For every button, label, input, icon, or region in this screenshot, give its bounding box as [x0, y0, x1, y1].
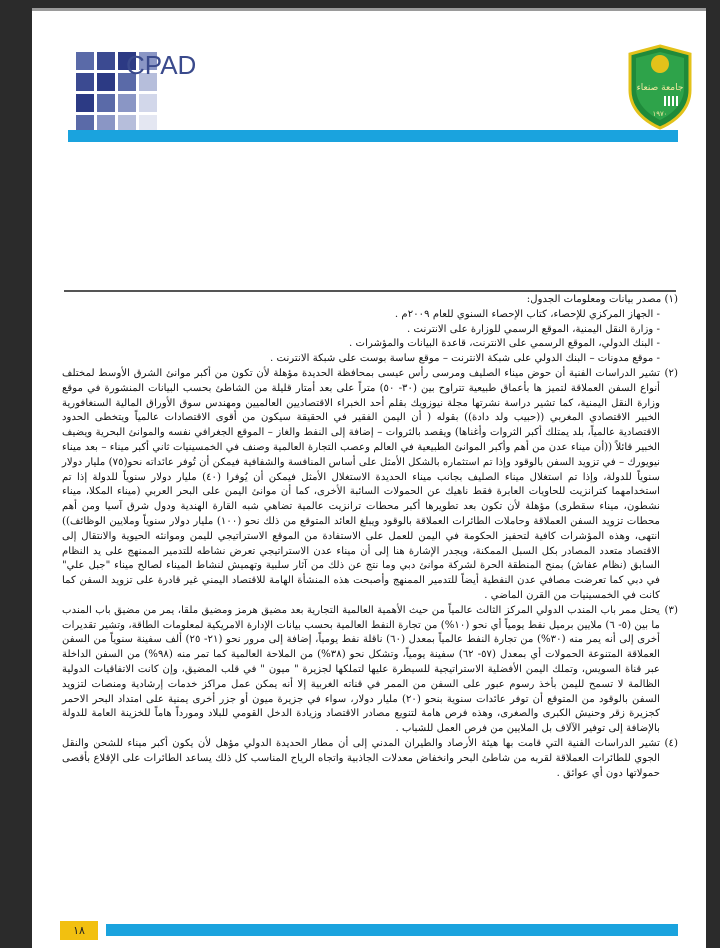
source-item: - وزارة النقل اليمنية، الموقع الرسمي للوزارة على الانترنت . [407, 323, 660, 335]
footnote-number: (٤) [664, 737, 678, 749]
cpad-logo [76, 50, 197, 133]
footnote-2 [62, 367, 678, 604]
cpad-logo-text: CPAD [126, 50, 197, 80]
footnote-text: تشير الدراسات الفنية التي قامت بها هيئة الأرصاد والطيران المدني إلى أن مطار الحديدة الدولي مؤهل لأن يكون أكبر ميناء للشحن والنقل الجوي للطائرات العملاقة لقربه من شاطئ البحر وانخفاض معدلات الجاذبية واتجاه الرياح المناسب كل ذلك يساعد الطائرات على الإقلاع بأقصى حمولاتها دون أي عوائق . [62, 737, 660, 779]
svg-text:١٩٧٠: ١٩٧٠ [652, 110, 668, 118]
cpad-logo-square [76, 52, 94, 70]
source-item: - البنك الدولي، الموقع الرسمي على الانترنت، قاعدة البيانات والمؤشرات . [349, 338, 660, 350]
cpad-logo-square [118, 94, 136, 112]
footnote-3 [62, 604, 678, 737]
footnotes [62, 293, 678, 781]
svg-text:جامعة صنعاء: جامعة صنعاء [636, 83, 684, 93]
sources-title: (١) مصدر بيانات ومعلومات الجدول: [526, 294, 678, 305]
cpad-logo-square [97, 52, 115, 70]
cpad-logo-square [139, 94, 157, 112]
footnote-number: (٢) [664, 367, 678, 379]
document-page [32, 8, 706, 948]
header-blue-bar [68, 130, 678, 142]
footnote-number: (٣) [664, 604, 678, 616]
page-number: ١٨ [60, 921, 98, 940]
footnote-text: يحتل ممر باب المندب الدولي المركز الثالث عالمياً من حيث الأهمية العالمية التجارية بعد مضيق هرمز ومضيق ملقا، يمر من مضيق باب المندب ما بين (٥- ٦) ملايين برميل نفط يومياً أي نحو (١٠%) من تجارة النفط العالمية بحسب بيانات الإدارة الامريكية لمعلومات الطاقة، وتشير تقديرات أخرى إلى أنه يمر منه (٣٠%) من تجارة النفط عالمياً بمعدل (٦٠) ناقلة نفط يومياً، إضافة إلى مرور نحو (٢١- ٢٥) ألف سفينة سنوياً من السفن العملاقة المتنوعة الحمولات أي بمعدل (٥٧- ٦٢) سفينة يومياً، وتشكل نحو (٣٨%) من الملاحة العالمية كما تمر منه (٩٨%) من السفن الداخلة عبر قناة السويس، وتملك اليمن الأفضلية الاستراتيجية للسيطرة عليها لتملكها لجزيرة " ميون " في قلب المضيق، وإن كانت الاتفاقيات الدولية الظالمة لا تسمح لليمن بأخذ رسوم عبور على السفن من الممر في قناته الغربية إلا أنه يمكن عمل مراكز خدمات إرشادية ومنصات لتزويد السفن بالوقود من المتوقع أن توفر عائدات سنوية بنحو (٢٠) مليار دولار، سواء في جزيرة ميون أو جزر أخرى يمنية على امتداد البحر الاحمر كجزيرة زقر وحنيش الكبرى والصغرى، وهذه فرص هامة لتنويع مصادر الاقتصاد وزيادة الدخل القومي للبلاد ومورداً هاماً للخزينة العامة للدولة بالإضافة إلى توفير الآلاف بل الملايين من فرص العمل للشباب . [62, 604, 661, 735]
cpad-logo-square [97, 73, 115, 91]
sanaa-university-emblem-icon [624, 44, 696, 130]
top-border-line [32, 8, 706, 11]
cpad-logo-square [76, 73, 94, 91]
footnote-4 [62, 737, 678, 781]
source-item: - موقع مدونات – البنك الدولي على شبكة الانترنت – موقع ساسة بوست على شبكة الانترنت . [269, 353, 660, 365]
source-item: - الجهاز المركزي للإحصاء، كتاب الإحصاء السنوي للعام ٢٠٠٩م . [394, 308, 660, 320]
footer-blue-bar [106, 924, 678, 936]
footnote-text: تشير الدراسات الفنية أن حوض ميناء الصليف ومرسى رأس عيسى بمحافظة الحديدة مؤهلة لأن تكون من أكبر موانئ الشرق الأوسط لمختلف أنواع السفن العملاقة لتميز ها بأعماق طبيعية تتراوح بين (٣٠- ٥٠) متراً على بعد أمتار قليلة من الشاطئ بحسب البيانات المنشورة في موقع وزارة النقل اليمنية، كما تشير دراسة نشرتها مجلة نيوزويك بقلم أحد الخبراء الاقتصاديين العالميين ومهندس سوق الأوراق المالية السنغافورية الخبير الاقتصادي المغربي ((حبيب ولد دادة)) بقوله ( أن اليمن الفقير في الحقيقة سيكون من أقوى الاقتصادات عالمياً ويتخطى الحدود الاقتصادية عالمياً، بلد يمتلك أكبر الثروات وأغناها) ويقصد بالثروات – إضافة إلى النفط والغاز – الموقع الجغرافي نفسه والموانئ البحرية ويضيف الخبير قائلاً ((أن ميناء عدن من أهم وأكبر الموانئ الطبيعية في العالم وعصب التجارة العالمية وصنف في الخمسينيات ثاني أكبر ميناء – بعد ميناء نيويورك – في تزويد السفن بالوقود وإذا تم استثماره بالشكل الأمثل على أساس المنافسة والشفافية فيمكن أن تُوفر عائداته نحو(٧٥) مليار دولار سنوياً للدولة، وإذا تم استغلال ميناء الصليف بجانب ميناء الحديدة الاستغلال الأمثل فيمكن أن يُوفرا (٤٠) مليار دولار سنوياً للدولة إذا تم استخدامهما كترانزيت للحاويات العابرة فقط ناهيك عن الحمولات السائبة الأخرى، كما أن موانئ اليمن على البحر العربي (ميناء المكلا، ميناء نشطون، ميناء سقطرى) مؤهلة لأن تكون بعد تطويرها أكبر محطات ترانزيت عالمية تضاهي شبه القارة الهندية ودول شرق آسيا ومن أهم محطات تزويد السفن العملاقة وحاملات الطائرات العملاقة بالوقود ويبلغ العائد المتوقع من ذلك نحو (١٠٠) مليار دولار سنوياً وملايين الوظائف)) انتهى، وهذه المؤشرات كافية لتحفيز الحكومة في اليمن للعمل على الاستفادة من الموقع الاستراتيجي لليمن وموانئه الحيوية والانتقال إلى الاقتصاد متعدد المصادر بكل السبل الممكنة، ويجدر الإشارة هنا إلى أن ميناء عدن الاستراتيجي تعرض نشاطه للتدمير الممنهج على يد النظام السابق (نظام عفاش) بمنح المنطقة الحرة لشركة موانئ دبي وما نتج عن ذلك من آثار سلبية وتهميش لنشاط الميناء لصالح ميناء "جبل علي" في دبي كما تعرضت مصافي عدن النفطية أيضاً للتدمير الممنهج وأصبحت هذه المنشأة الهامة للاقتصاد اليمني غير قادرة على تزويد السفن كما كانت في الخمسينيات من القرن الماضي . [62, 367, 661, 601]
section-divider [64, 290, 676, 292]
cpad-logo-square [97, 94, 115, 112]
cpad-logo-square [76, 94, 94, 112]
